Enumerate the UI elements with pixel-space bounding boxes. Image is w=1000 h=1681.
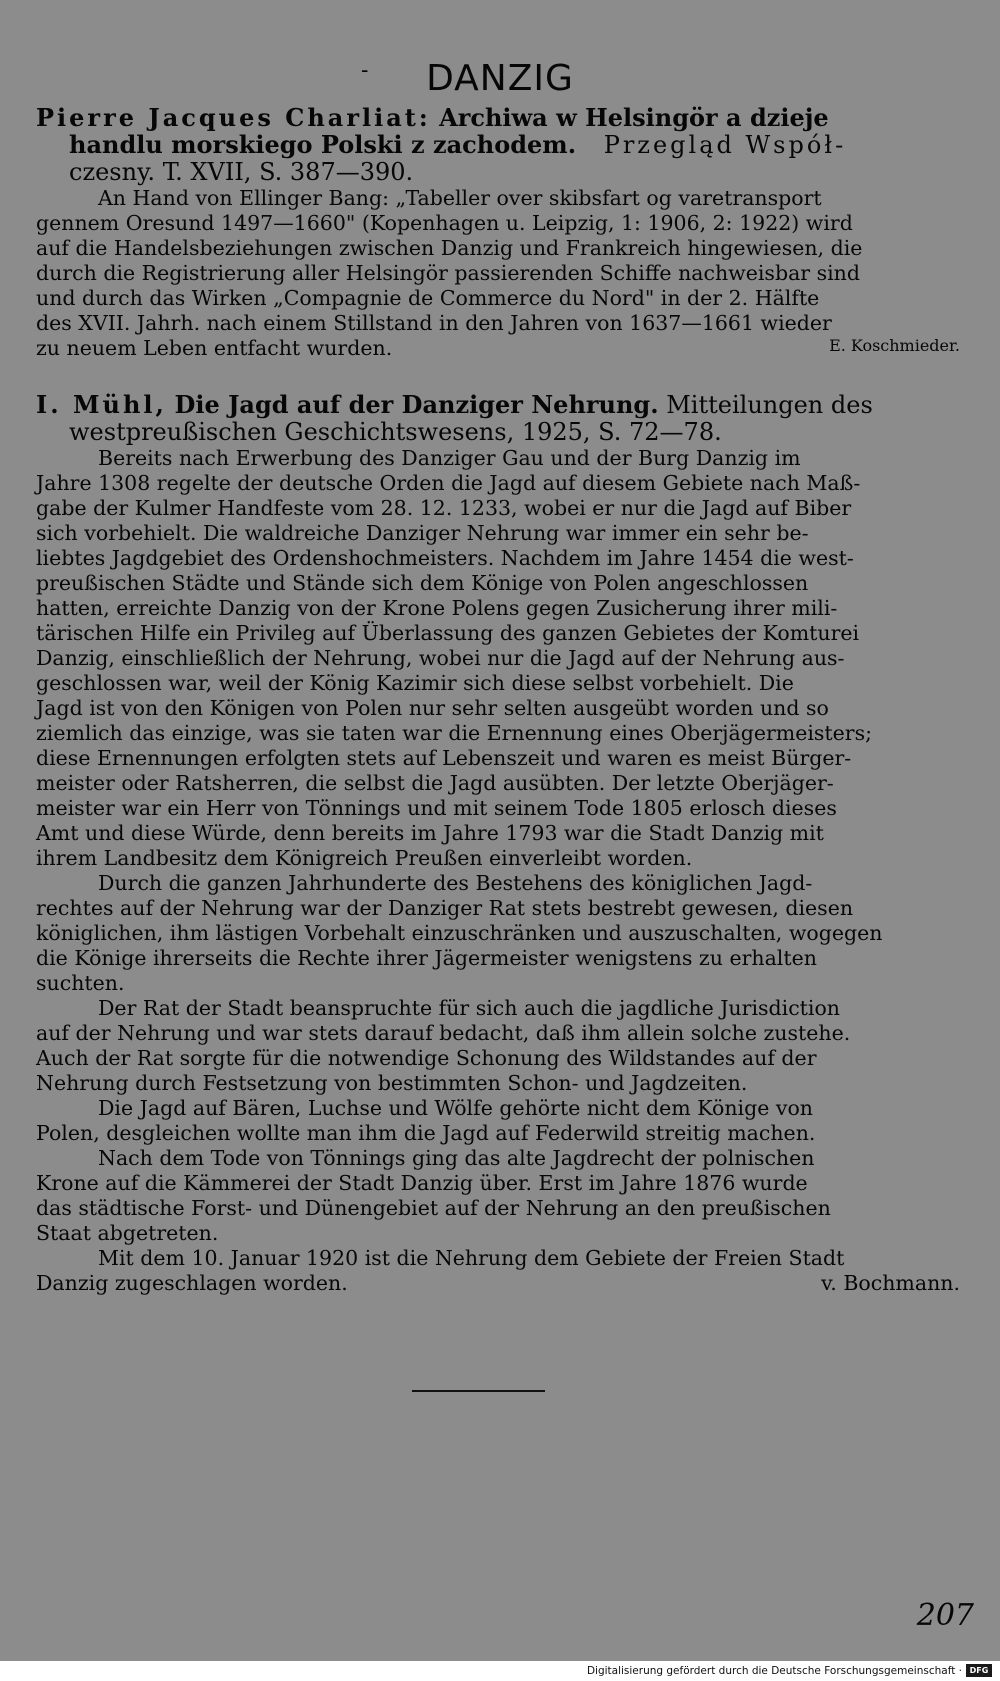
entry2-body-line: Mit dem 10. Januar 1920 ist die Nehrung dem Gebiete der Freien Stadt — [98, 1246, 845, 1270]
entry2-title: Die Jagd auf der Danziger Nehrung. — [174, 390, 659, 419]
entry2-body-line: gabe der Kulmer Handfeste vom 28. 12. 1233, wobei er nur die Jagd auf Biber — [36, 496, 852, 520]
entry2-body-line: meister oder Ratsherren, die selbst die Jagd ausübten. Der letzte Oberjäger- — [36, 771, 834, 795]
entry2-body-line: meister war ein Herr von Tönnings und mit seinem Tode 1805 erlosch dieses — [36, 796, 837, 820]
review-entry-muehl — [36, 391, 982, 1296]
entry1-journal: Przegląd Współ- — [603, 131, 847, 159]
entry2-heading-line2: westpreußischen Geschichtswesens, 1925, S. 72—78. — [69, 418, 722, 446]
entry2-body-line: Auch der Rat sorgte für die notwendige Schonung des Wildstandes auf der — [36, 1046, 817, 1070]
entry2-body-line: Amt und diese Würde, denn bereits im Jahre 1793 war die Stadt Danzig mit — [36, 821, 824, 845]
entry2-heading-line1 — [36, 391, 982, 419]
entry1-body-line: des XVII. Jahrh. nach einem Stillstand in den Jahren von 1637—1661 wieder — [36, 311, 832, 335]
entry2-body-line: Danzig, einschließlich der Nehrung, wobei nur die Jagd auf der Nehrung aus- — [36, 646, 845, 670]
entry2-last-line-text: Danzig zugeschlagen worden. — [36, 1271, 348, 1295]
entry2-body-line: Durch die ganzen Jahrhunderte des Bestehens des königlichen Jagd- — [98, 871, 813, 895]
entry2-body-line: Der Rat der Stadt beanspruchte für sich auch die jagdliche Jurisdiction — [98, 996, 841, 1020]
entry2-body-line: ihrem Landbesitz dem Königreich Preußen einverleibt worden. — [36, 846, 693, 870]
entry1-signature: E. Koschmieder. — [829, 336, 960, 355]
entry2-body-line: auf der Nehrung und war stets darauf bedacht, daß ihm allein solche zustehe. — [36, 1021, 851, 1045]
entry2-body-line: tärischen Hilfe ein Privileg auf Überlassung des ganzen Gebietes der Komturei — [36, 621, 860, 645]
entry2-body-line: die Könige ihrerseits die Rechte ihrer Jägermeister wenigstens zu erhalten — [36, 946, 817, 970]
entry2-body-line: Nehrung durch Festsetzung von bestimmten Schon- und Jagdzeiten. — [36, 1071, 748, 1095]
dfg-logo-icon: DFG — [966, 1664, 992, 1677]
entry1-body-line: gennem Oresund 1497—1660" (Kopenhagen u. Leipzig, 1: 1906, 2: 1922) wird — [36, 211, 853, 235]
entry2-body-line: diese Ernennungen erfolgten stets auf Lebenszeit und waren es meist Bürger- — [36, 746, 852, 770]
entry1-title-part2: handlu morskiego Polski z zachodem. — [69, 130, 577, 159]
entry2-journal: Mitteilungen des — [666, 391, 873, 419]
entry2-body-line: Jagd ist von den Königen von Polen nur sehr selten ausgeübt worden und so — [36, 696, 829, 720]
footer-credit: Digitalisierung gefördert durch die Deutsche Forschungsgemeinschaft · — [586, 1665, 962, 1677]
digitization-footer — [0, 1661, 1000, 1681]
entry2-body-line: preußischen Städte und Stände sich dem Könige von Polen angeschlossen — [36, 571, 809, 595]
entry1-body-line: und durch das Wirken „Compagnie de Commerce du Nord" in der 2. Hälfte — [36, 286, 820, 310]
entry2-body-line: Bereits nach Erwerbung des Danziger Gau und der Burg Danzig im — [98, 446, 801, 470]
entry2-body-line: Nach dem Tode von Tönnings ging das alte Jagdrecht der polnischen — [98, 1146, 815, 1170]
entry2-body-line: hatten, erreichte Danzig von der Krone Polens gegen Zusicherung ihrer mili- — [36, 596, 838, 620]
entry2-body-line: Staat abgetreten. — [36, 1221, 219, 1245]
entry2-body-line: Krone auf die Kämmerei der Stadt Danzig über. Erst im Jahre 1876 wurde — [36, 1171, 808, 1195]
entry1-heading-line3: czesny. T. XVII, S. 387—390. — [69, 158, 414, 186]
entry1-body — [36, 186, 982, 361]
entry1-title-part1: Archiwa w Helsingör a dzieje — [439, 103, 829, 132]
entry2-body-line: geschlossen war, weil der König Kazimir sich diese selbst vorbehielt. Die — [36, 671, 794, 695]
page-number: 207 — [916, 1598, 974, 1633]
page-header-title: DANZIG — [426, 58, 574, 99]
header-dash: - — [361, 58, 369, 83]
entry1-heading-line1 — [36, 104, 982, 131]
entry2-signature: v. Bochmann. — [821, 1271, 960, 1295]
entry2-body-line: das städtische Forst- und Dünengebiet auf der Nehrung an den preußischen — [36, 1196, 831, 1220]
entry1-body-line: zu neuem Leben entfacht wurden. — [36, 336, 393, 360]
entry2-body-line: rechtes auf der Nehrung war der Danziger Rat stets bestrebt gewesen, diesen — [36, 896, 854, 920]
entry2-body-line: suchten. — [36, 971, 125, 995]
entry2-body-line: Jahre 1308 regelte der deutsche Orden die Jagd auf diesem Gebiete nach Maß- — [36, 471, 861, 495]
entry2-author: I. Mühl, — [36, 390, 167, 419]
section-divider — [412, 1390, 545, 1392]
entry2-last-line — [36, 1271, 982, 1296]
review-entry-charliat — [36, 104, 982, 361]
entry2-body-line: ziemlich das einzige, was sie taten war die Ernennung eines Oberjägermeisters; — [36, 721, 872, 745]
entry2-body-line: liebtes Jagdgebiet des Ordenshochmeisters. Nachdem im Jahre 1454 die west- — [36, 546, 854, 570]
entry1-body-line: auf die Handelsbeziehungen zwischen Danzig und Frankreich hingewiesen, die — [36, 236, 863, 260]
entry1-body-line: durch die Registrierung aller Helsingör passierenden Schiffe nachweisbar sind — [36, 261, 861, 285]
entry2-body-line: königlichen, ihm lästigen Vorbehalt einzuschränken und auszuschalten, wogegen — [36, 921, 883, 945]
entry2-body-line: sich vorbehielt. Die waldreiche Danziger Nehrung war immer ein sehr be- — [36, 521, 809, 545]
entry1-body-line: An Hand von Ellinger Bang: „Tabeller over skibsfart og varetransport — [98, 186, 822, 210]
entry2-body-line: Die Jagd auf Bären, Luchse und Wölfe gehörte nicht dem Könige von — [98, 1096, 814, 1120]
entry2-body — [36, 446, 982, 1296]
entry1-heading-line2 — [36, 131, 982, 159]
entry1-author: Pierre Jacques Charliat: — [36, 103, 431, 132]
entry2-body-line: Polen, desgleichen wollte man ihm die Jagd auf Federwild streitig machen. — [36, 1121, 816, 1145]
